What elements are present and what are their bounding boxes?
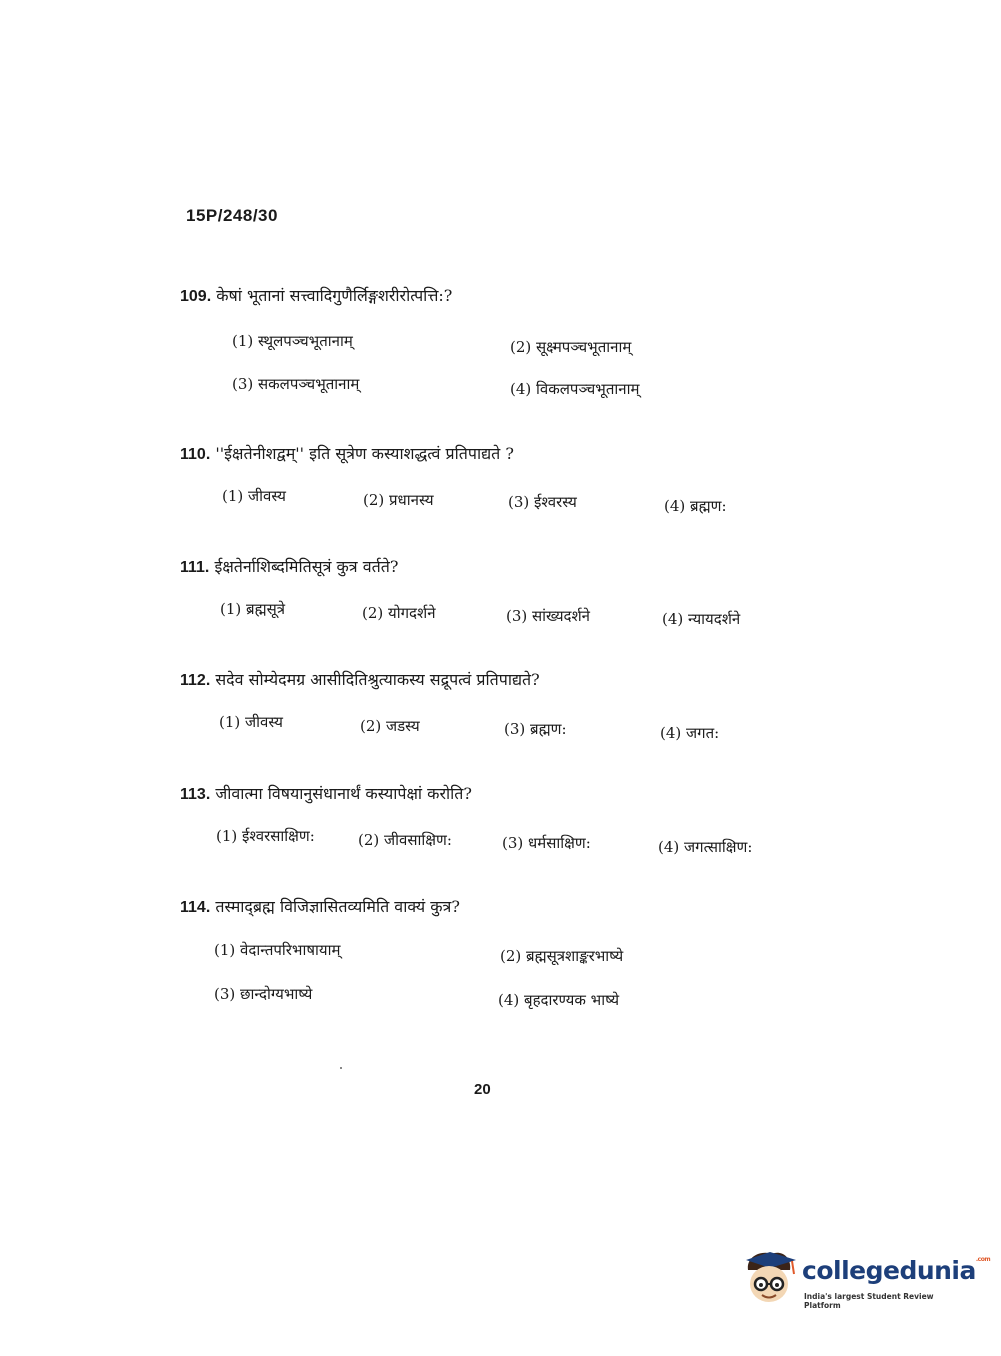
question-112 [180,668,800,690]
option-109-1: (1) स्थूलपञ्चभूतानाम् [232,332,353,350]
question-number: 110. [180,446,211,463]
option-109-2: (2) सूक्ष्मपञ्चभूतानाम् [510,338,632,356]
option-112-2: (2) जडस्य [360,717,420,735]
paper-code: 15P/248/30 [186,206,278,225]
option-111-4: (4) न्यायदर्शने [662,610,741,628]
option-111-3: (3) सांख्यदर्शने [506,607,591,625]
option-110-3: (3) ईश्वरस्य [508,493,577,511]
question-109 [180,284,800,306]
question-text: जीवात्मा विषयानुसंधानार्थं कस्यापेक्षां करोति? [215,784,472,803]
option-114-1: (1) वेदान्तपरिभाषायाम् [214,941,341,959]
question-number: 113. [180,786,211,803]
option-114-2: (2) ब्रह्मसूत्रशाङ्करभाष्ये [500,947,624,965]
question-number: 114. [180,899,211,916]
option-113-4: (4) जगत्साक्षिण: [658,838,753,856]
question-text: ईक्षतेर्नाशिब्दमितिसूत्रं कुत्र वर्तते? [214,557,399,576]
logo-wordmark: collegedunia [802,1256,976,1285]
question-number: 111. [180,559,210,576]
option-111-2: (2) योगदर्शने [362,604,436,622]
option-109-4: (4) विकलपञ्चभूतानाम् [510,380,640,398]
option-112-1: (1) जीवस्य [219,713,283,731]
question-number: 112. [180,672,211,689]
page-number: 20 [474,1081,491,1098]
scan-speck [340,1067,342,1069]
option-112-4: (4) जगत: [660,724,720,742]
option-114-4: (4) बृहदारण्यक भाष्ये [498,991,620,1009]
option-111-1: (1) ब्रह्मसूत्रे [220,600,286,618]
question-114 [180,895,800,917]
logo-suffix: .com [975,1256,991,1263]
question-number: 109. [180,288,212,305]
question-text: ''ईक्षतेनीशद्वम्'' इति सूत्रेण कस्याशद्धत्वं प्रतिपाद्यते ? [215,444,514,463]
question-text: तस्माद्ब्रह्म विजिज्ञासितव्यमिति वाक्यं कुत्र? [215,897,460,916]
collegedunia-logo [740,1248,991,1314]
option-110-1: (1) जीवस्य [222,487,286,505]
option-114-3: (3) छान्दोग्यभाष्ये [214,985,313,1003]
question-text: सदेव सोम्येदमग्र आसीदितिश्रुत्याकस्य सद्रूपत्वं प्रतिपाद्यते? [215,670,540,689]
question-111 [180,555,800,577]
option-113-2: (2) जीवसाक्षिण: [358,831,452,849]
option-113-3: (3) धर्मसाक्षिण: [502,834,591,852]
question-113 [180,782,800,804]
mascot-icon [740,1248,798,1310]
option-113-1: (1) ईश्वरसाक्षिण: [216,827,315,845]
option-112-3: (3) ब्रह्मण: [504,720,567,738]
option-110-4: (4) ब्रह्मण: [664,497,727,515]
option-110-2: (2) प्रधानस्य [363,491,434,509]
logo-tagline: India's largest Student Review Platform [804,1292,934,1310]
question-110 [180,442,800,464]
question-text: केषां भूतानां सत्त्वादिगुणैर्लिङ्गशरीरोत्पत्ति:? [216,286,453,305]
option-109-3: (3) सकलपञ्चभूतानाम् [232,375,360,393]
